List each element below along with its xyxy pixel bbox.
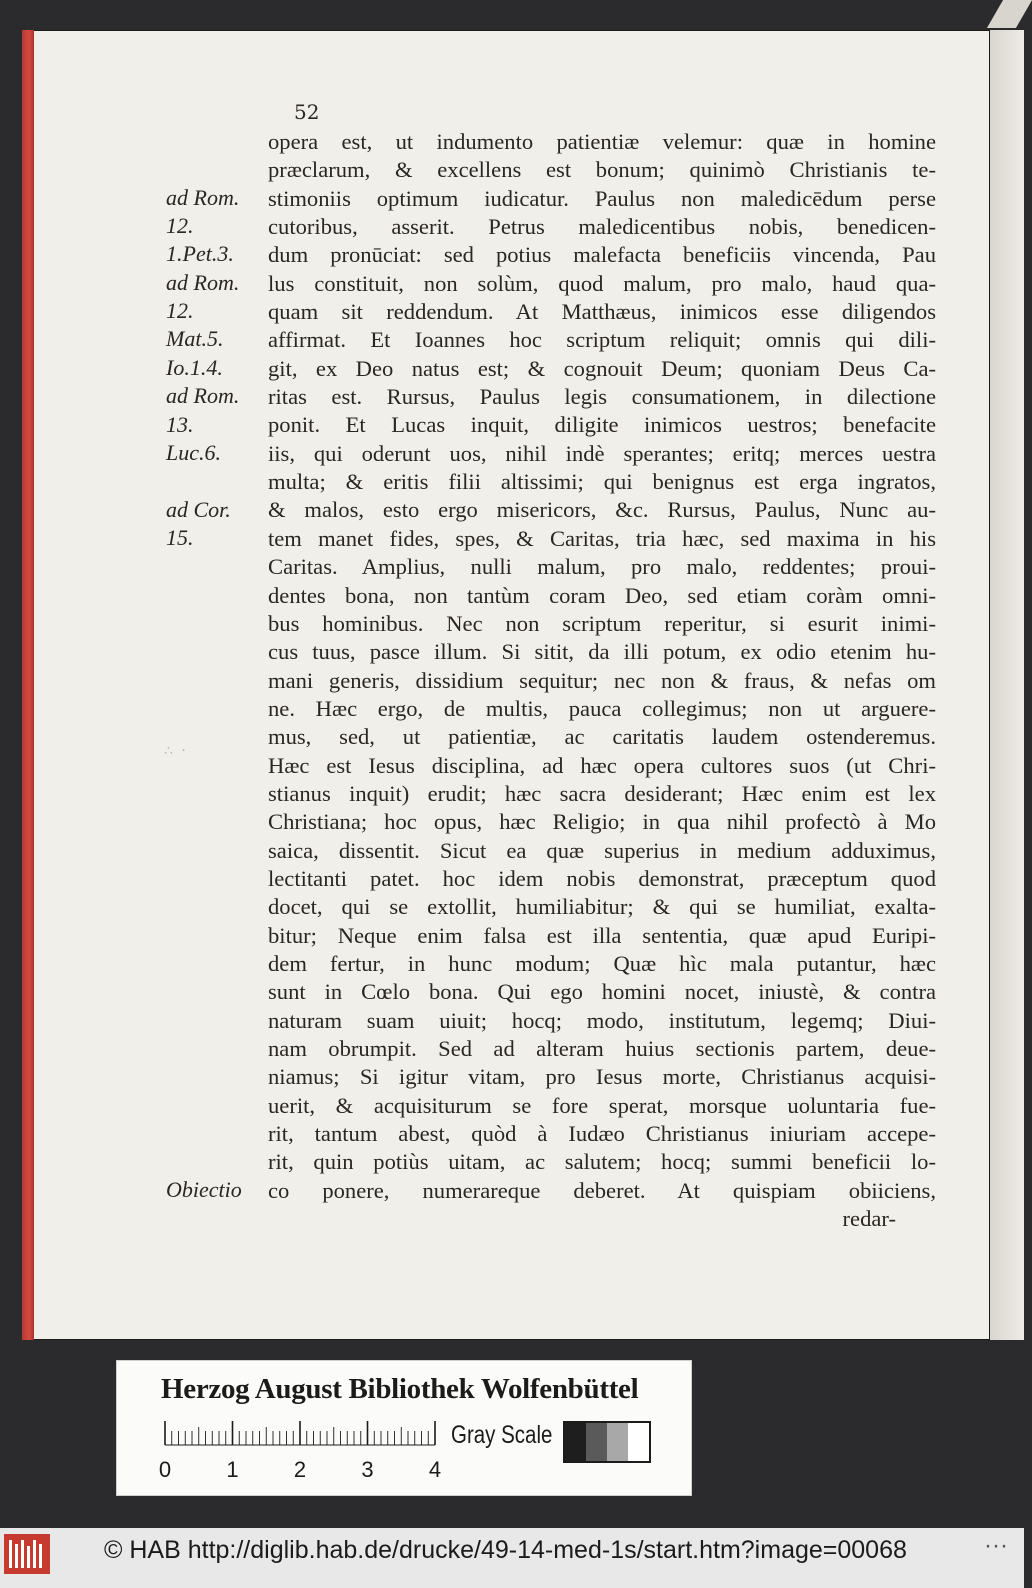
next-page-corner	[987, 0, 1032, 28]
viewer-footer	[0, 1528, 1024, 1588]
page-number: 52	[294, 100, 320, 124]
text-line: saica, dissentit. Sicut ea quæ superius in medium adduximus,	[268, 837, 936, 863]
text-line: bus hominibus. Nec non scriptum reperitur, si esurit inimi-	[268, 610, 936, 636]
margin-note: 12.	[166, 213, 194, 239]
adjacent-page-edge	[990, 30, 1024, 1340]
text-line: stianus inquit) erudit; hæc sacra desiderant; Hæc enim est lex	[268, 780, 936, 806]
gray-swatch	[565, 1423, 586, 1461]
text-line: co ponere, numerareque deberet. At quispiam obiiciens,	[268, 1177, 936, 1203]
text-line: cutoribus, asserit. Petrus maledicentibus nobis, benedicen-	[268, 214, 936, 240]
text-line: lectitanti patet. hoc idem nobis demonstrat, præceptum quod	[268, 865, 936, 891]
red-page-edge	[22, 30, 34, 1340]
margin-note: ad Rom.	[166, 269, 240, 295]
text-line: mani generis, dissidium sequitur; nec non & fraus, & nefas om	[268, 667, 936, 693]
text-line: nam obrumpit. Sed ad alteram huius sectionis partem, deue-	[268, 1036, 936, 1061]
text-line: ne. Hæc ergo, de multis, pauca collegimus; non ut arguere-	[268, 695, 936, 721]
text-line: mus, sed, ut patientiæ, ac caritatis laudem ostenderemus.	[268, 724, 936, 750]
text-line: dum pronūciat: sed potius malefacta beneficiis vincenda, Pau	[268, 242, 936, 268]
text-line: sunt in Cœlo bona. Qui ego homini nocet, iniustè, & contra	[268, 979, 936, 1005]
text-line: naturam suam uiuit; hocq; modo, institutum, legemq; Diui-	[268, 1007, 936, 1033]
text-line: uerit, & acquisiturum se fore sperat, morsque uoluntaria fue-	[268, 1092, 936, 1118]
text-line: præclarum, & excellens est bonum; quinimò Christianis te-	[268, 157, 936, 183]
ruler-label: 1	[226, 1457, 239, 1482]
margin-note: 13.	[166, 411, 194, 437]
text-line: Caritas. Amplius, nulli malum, pro malo, reddentes; proui-	[268, 554, 936, 580]
ruler-label: 3	[361, 1457, 374, 1482]
text-line: quam sit reddendum. At Matthæus, inimicos esse diligendos	[268, 299, 936, 325]
more-icon[interactable]: ···	[984, 1532, 1008, 1559]
body-text	[268, 128, 936, 1233]
text-line: Christiana; hoc opus, hæc Religio; in qua nihil profectò à Mo	[268, 809, 936, 835]
text-line: affirmat. Et Ioannes hoc scriptum reliquit; omnis qui dili-	[268, 327, 936, 353]
gray-swatch	[628, 1423, 649, 1461]
text-line: rit, tantum abest, quòd à Iudæo Christianus iniuriam accepe-	[268, 1121, 936, 1147]
hab-logo-icon	[4, 1534, 50, 1574]
text-line: stimoniis optimum iudicatur. Paulus non maledicēdum perse	[268, 185, 936, 211]
margin-note: Io.1.4.	[166, 354, 223, 380]
text-line: iis, qui oderunt uos, nihil indè sperantes; eritq; merces uestra	[268, 440, 936, 466]
faint-margin-mark: ∴ ·	[164, 743, 188, 759]
text-line: ponit. Et Lucas inquit, diligite inimicos uestros; benefacite	[268, 412, 936, 438]
text-line: & malos, esto ergo misericors, &c. Rursus, Paulus, Nunc au-	[268, 497, 936, 523]
text-line: lus constituit, non solùm, quod malum, pro malo, haud qua-	[268, 270, 936, 296]
library-name: Herzog August Bibliothek Wolfenbüttel	[161, 1373, 639, 1405]
text-line: multa; & eritis filii altissimi; qui benignus est erga ingratos,	[268, 469, 936, 495]
library-color-card	[116, 1360, 692, 1496]
ruler-label: 2	[293, 1457, 307, 1482]
text-line: redar-	[842, 1206, 896, 1232]
margin-note: ad Rom.	[166, 184, 240, 210]
text-line: rit, quin potiùs uitam, ac salutem; hocq; summi beneficii lo-	[268, 1149, 936, 1175]
margin-note: Luc.6.	[166, 439, 221, 465]
text-line: opera est, ut indumento patientiæ velemur: quæ in homine	[268, 129, 936, 154]
text-line: ritas est. Rursus, Paulus legis consumationem, in dilectione	[268, 384, 936, 410]
text-line: tem manet fides, spes, & Caritas, tria hæc, sed maxima in his	[268, 525, 936, 551]
gray-scale-swatches	[563, 1421, 651, 1463]
text-line: dem fertur, in hunc modum; Quæ hìc mala putantur, hæc	[268, 950, 936, 976]
centimeter-ruler	[158, 1419, 442, 1489]
gray-swatch	[607, 1423, 628, 1461]
margin-note: 12.	[166, 298, 194, 324]
text-line: dentes bona, non tantùm coram Deo, sed etiam coràm omni-	[268, 582, 936, 608]
margin-note: 1.Pet.3.	[166, 241, 234, 267]
gray-scale-label: Gray Scale	[451, 1421, 553, 1449]
margin-note: ad Rom.	[166, 383, 240, 409]
margin-note: Obiectio	[166, 1176, 242, 1202]
text-line: bitur; Neque enim falsa est illa sententia, quæ apud Euripi-	[268, 922, 936, 948]
text-line: niamus; Si igitur vitam, pro Iesus morte, Christianus acquisi-	[268, 1064, 936, 1090]
margin-note: Mat.5.	[166, 326, 224, 352]
text-line: docet, qui se extollit, humiliabitur; & qui se humiliat, exalta-	[268, 894, 936, 920]
ruler-label: 4	[428, 1457, 442, 1482]
ruler-label: 0	[158, 1457, 172, 1482]
text-line: Hæc est Iesus disciplina, ad hæc opera cultores suos (ut Chri-	[268, 752, 936, 778]
margin-note: 15.	[166, 524, 194, 550]
text-line: git, ex Deo natus est; & cognouit Deum; quoniam Deus Ca-	[268, 355, 936, 381]
margin-note: ad Cor.	[166, 496, 231, 522]
gray-swatch	[586, 1423, 607, 1461]
text-line: cus tuus, pasce illum. Si sitit, da illi potum, ex odio etenim hu-	[268, 639, 936, 665]
source-url[interactable]: © HAB http://diglib.hab.de/drucke/49-14-med-1s/start.htm?image=00068	[104, 1536, 907, 1564]
